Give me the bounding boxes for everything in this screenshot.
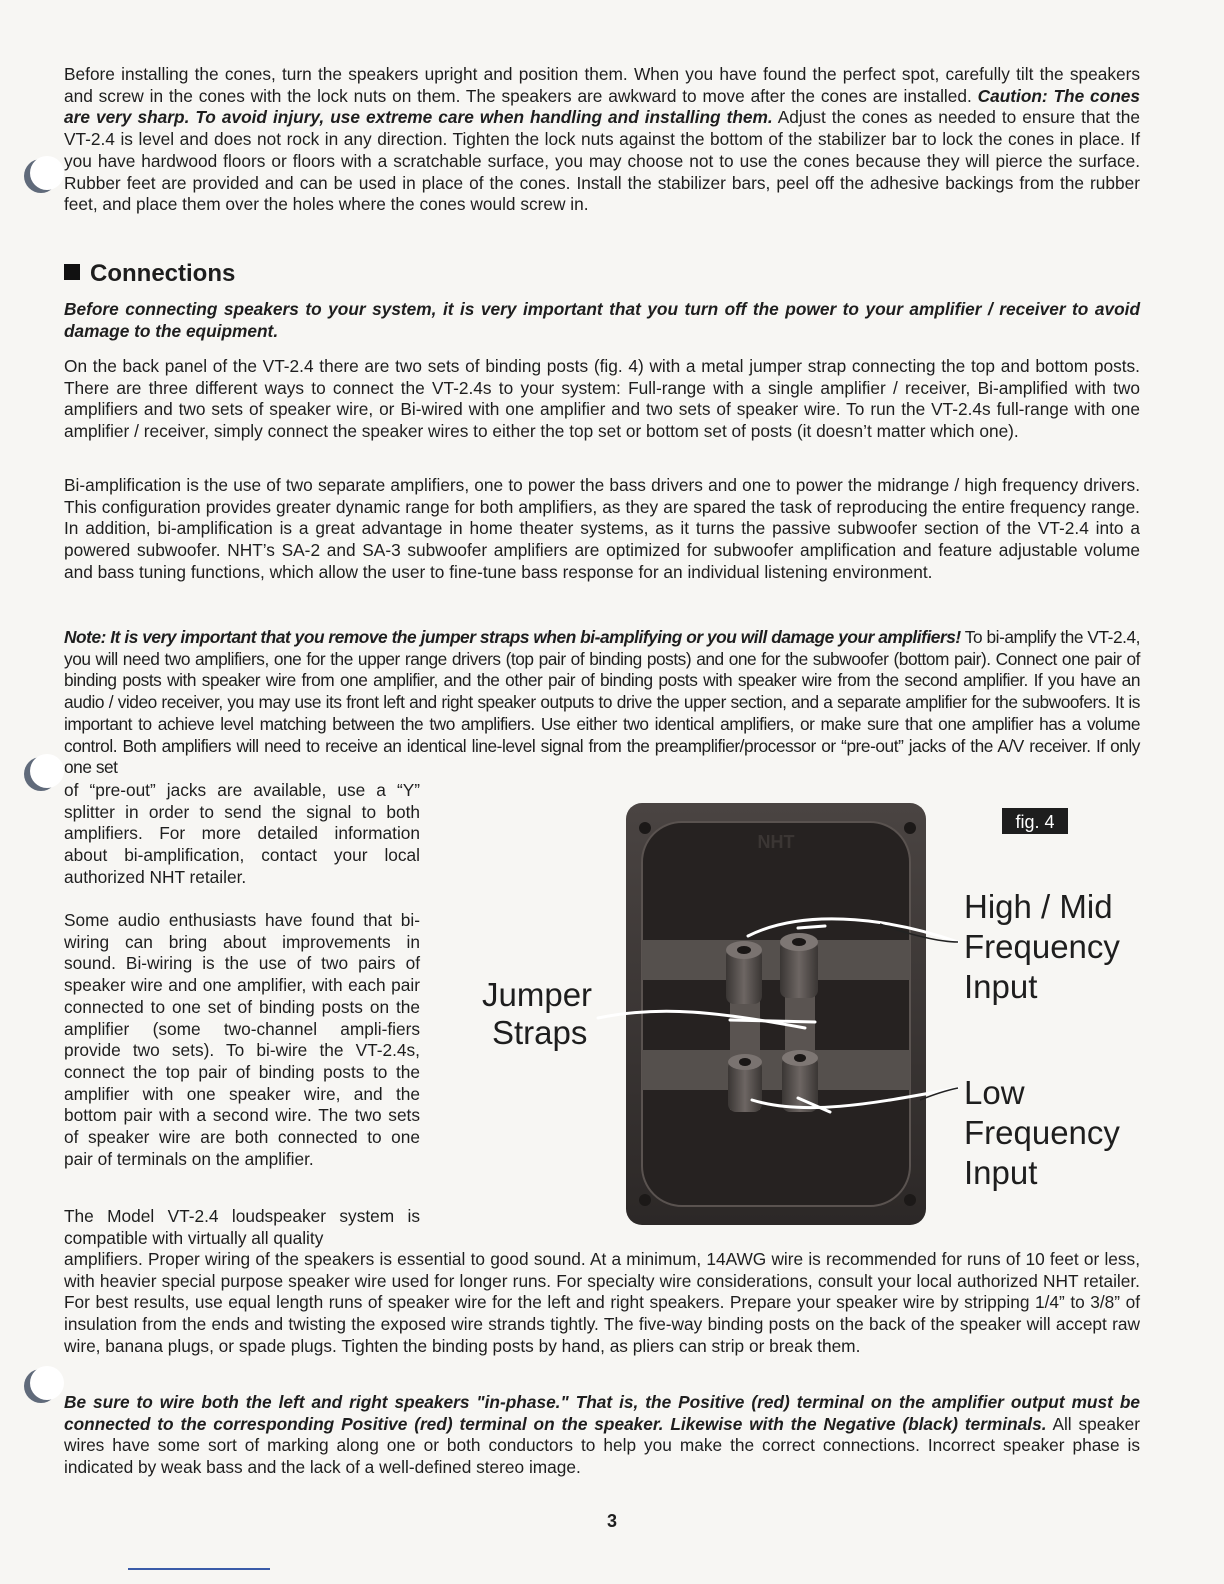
panel-screw [639, 822, 651, 834]
leader-jumper [730, 1020, 815, 1022]
label-low-line2: Frequency [964, 1114, 1120, 1151]
page-number: 3 [606, 1511, 617, 1531]
compatibility-lead: The Model VT-2.4 loudspeaker system is compatible with virtually all quality [64, 1206, 420, 1248]
label-low-line1: Low [964, 1074, 1025, 1111]
terminal-recess [642, 822, 910, 1206]
nht-logo: NHT [757, 832, 795, 852]
panel-stripe [642, 940, 910, 980]
label-high-line3: Input [964, 968, 1038, 1005]
bi-amp-note-paragraph: Note: It is very important that you remove the jumper straps when bi-amplifying or you will damage your amplifiers! To bi-amplify the VT-2.4, you will need two amplifiers, one for the upper range drivers (top pair of binding posts) and one for the subwoofer (bottom pair). Connect one pair of binding posts with speaker wire from one amplifier, and the other pair of binding posts with speaker wire from the second amplifier. If you have an audio / video receiver, you may use its front left and right speaker outputs to drive the upper section, and a separate amplifier for the subwoofers. It is important to achieve level matching between the two amplifiers. Use either two identical amplifiers, or make sure that one amplifier has a volume control. Both amplifiers will need to receive an identical line-level signal from the preamplifier/processor or “pre-out” jacks of the A/V receiver. If only one set [64, 627, 1140, 778]
pre-out-paragraph: of “pre-out” jacks are available, use a “Y” splitter in order to send the signal to both amplifiers. For more detailed information about bi-amplification, contact your local authorized NHT retailer. [64, 780, 420, 887]
bi-wiring-paragraph: Some audio enthusiasts have found that bi-wiring can bring about improvements in sound. Bi-wiring is the use of two pairs of speaker wire and one amplifier, with each pair connected to one set of binding posts on the amplifier (some two-channel ampli-fiers provide two sets). To bi-wire the VT-2.4s, connect the top pair of binding posts to the amplifier with one speaker wire, and the bottom pair with a second wire. The two sets of speaker wire are both connected to one pair of terminals on the amplifier. [64, 910, 420, 1169]
phase-paragraph: Be sure to wire both the left and right speakers "in-phase." That is, the Positive (red) terminal on the amplifier output must be connected to the corresponding Positive (red) terminal on the speaker. Likewise with the Negative (black) terminals. All speaker wires have some sort of marking along one or both conductors to help you make the correct connections. Incorrect speaker phase is indicated by weak bass and the lack of a well-defined stereo image. [64, 1392, 1140, 1478]
panel-stripe [642, 1050, 910, 1090]
binder-hole-middle [30, 754, 64, 788]
caution-text: Caution: The cones are very sharp. To avoid injury, use extreme care when handling and installing them. [64, 85, 1140, 128]
label-high-line1: High / Mid [964, 888, 1113, 925]
binder-hole-top [30, 156, 64, 190]
bi-amplification-paragraph: Bi-amplification is the use of two separate amplifiers, one to power the bass drivers and one to power the midrange / high frequency drivers. This configuration provides greater dynamic range for both amplifiers, as they are spared the task of reproducing the entire frequency range. In addition, bi-amplification is a great advantage in home theater systems, as it turns the passive subwoofer section of the VT-2.4 into a powered subwoofer. NHT’s SA-2 and SA-3 subwoofer amplifiers are optimized for subwoofer amplification and feature adjustable volume and bass tuning functions, which allow the user to fine-tune bass response for an individual listening environment. [64, 475, 1140, 582]
binding-posts-paragraph: On the back panel of the VT-2.4 there are two sets of binding posts (fig. 4) with a metal jumper strap connecting the top and bottom posts. There are three different ways to connect the VT-2.4s to your system: Full-range with a single amplifier / receiver, Bi-amplified with two amplifiers and two sets of speaker wire, or Bi-wired with one amplifier and two sets of speaker wire. To run the VT-2.4s full-range with one amplifier / receiver, simply connect the speaker wires to either the top set or bottom set of posts (it doesn’t matter which one). [64, 356, 1140, 442]
leader-high [798, 926, 825, 928]
note-lead: Note: It is very important that you remove the jumper straps when bi-amplifying or you will damage your amplifiers! [64, 627, 961, 647]
connections-heading: Connections [64, 260, 235, 288]
figure-binding-posts [480, 800, 1140, 1230]
panel-screw [904, 1194, 916, 1206]
label-high-line2: Frequency [964, 928, 1120, 965]
wiring-paragraph: amplifiers. Proper wiring of the speakers is essential to good sound. At a minimum, 14AWG wire is recommended for runs of 10 feet or less, with heavier special purpose speaker wire used for longer runs. For specialty wire considerations, consult your local authorized NHT retailer. For best results, use equal length runs of speaker wire for the left and right speakers. Prepare your speaker wire by stripping 1/4” to 3/8” of insulation from the ends and twisting the exposed wire strands tightly. The five-way binding posts on the back of the speaker will accept raw wire, banana plugs, or spade plugs. Tighten the binding posts by hand, as pliers can strip or break them. [64, 1249, 1140, 1356]
phase-lead: Be sure to wire both the left and right speakers "in-phase." That is, the Positive (red) terminal on the amplifier output must be connected to the corresponding Positive (red) terminal on the speaker. Likewise with the Negative (black) terminals. [64, 1392, 1140, 1434]
label-jumper-line1: Jumper [482, 976, 593, 1013]
fig-tag: fig. 4 [1015, 812, 1055, 832]
bullet-square-icon [64, 264, 80, 280]
power-warning: Before connecting speakers to your system, it is very important that you turn off the power to your amplifier / receiver to avoid damage to the equipment. [64, 299, 1140, 341]
binder-hole-bottom [30, 1366, 64, 1400]
footer-line [128, 1568, 270, 1570]
panel-screw [904, 822, 916, 834]
label-jumper-line2: Straps [492, 1014, 588, 1051]
cones-paragraph: Before installing the cones, turn the speakers upright and position them. When you have found the perfect spot, carefully tilt the speakers and screw in the cones with the lock nuts on them. The speakers are awkward to move after the cones are installed. Caution: The cones are very sharp. To avoid injury, use extreme care when handling and installing them. Adjust the cones as needed to ensure that the VT-2.4 is level and does not rock in any direction. Tighten the lock nuts against the bottom of the stabilizer bar to lock the cones in place. If you have hardwood floors or floors with a scratchable surface, you may choose not to use the cones because they will pierce the surface. Rubber feet are provided and can be used in place of the cones. Install the stabilizer bars, peel off the adhesive backings from the rubber feet, and place them over the holes where the cones would screw in. [64, 64, 1140, 215]
label-low-line3: Input [964, 1154, 1038, 1191]
panel-screw [639, 1194, 651, 1206]
